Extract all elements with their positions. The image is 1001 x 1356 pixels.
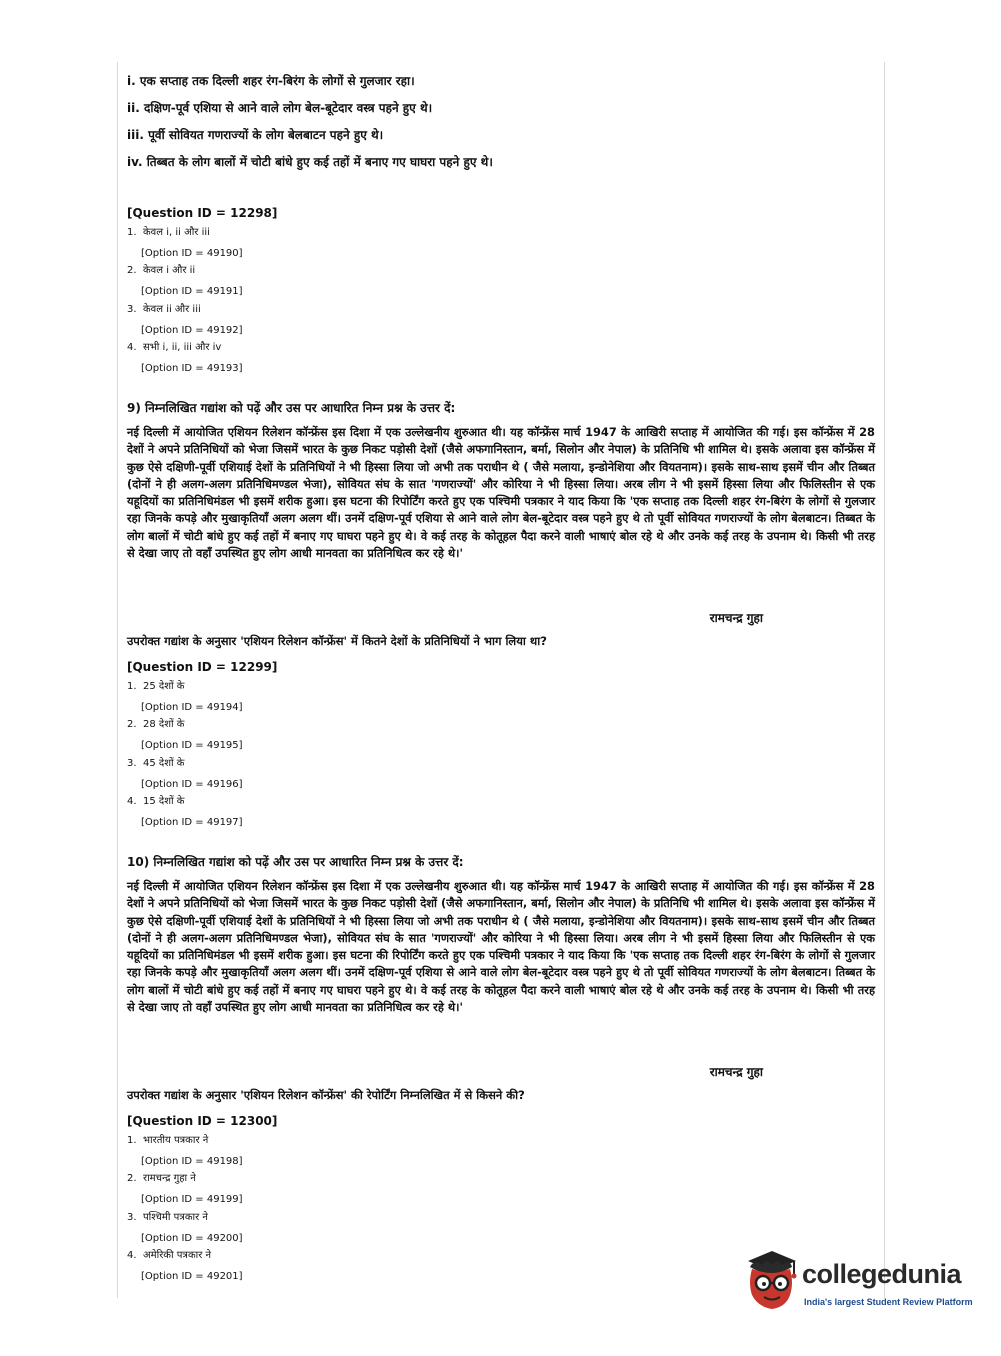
question-heading: 10) निम्नलिखित गद्यांश को पढ़ें और उस पर आधारित निम्न प्रश्न के उत्तर दें: xyxy=(127,855,464,869)
option-number: 3. xyxy=(127,304,137,315)
option xyxy=(127,793,184,807)
option xyxy=(127,755,184,769)
option-number: 2. xyxy=(127,719,137,730)
passage: नई दिल्ली में आयोजित एशियन रिलेशन कॉन्फ्रेंस इस दिशा में एक उल्लेखनीय शुरुआत थी। यह कॉन्फ्रेंस मार्च 1947 के आखिरी सप्ताह में आयोजित की गई। इस कॉन्फ्रेंस में 28 देशों ने अपने प्रतिनिधियों को भेजा जिसमें भारत के कुछ निकट पड़ोसी देशों (जैसे अफगानिस्तान, बर्मा, सिलोन और नेपाल) के प्रतिनिधि भी शामिल थे। इसके अलावा इस कॉन्फ्रेंस में कुछ ऐसे दक्षिणी-पूर्वी एशियाई देशों के प्रतिनिधियों ने भी हिस्सा लिया जो अभी तक पराधीन थे ( जैसे मलाया, इन्डोनेशिया और वियतनाम)। इसके साथ-साथ इसमें चीन और तिब्बत (दोनों ने ही अलग-अलग प्रतिनिधिमण्डल भेजा), सोवियत संघ के सात 'गणराज्यों' और कोरिया ने भी हिस्सा लिया। अरब लीग ने भी इसमें हिस्सा लिया और फिलिस्तीन से एक यहूदियों का प्रतिनिधिमंडल भी इसमें शरीक हुआ। इस घटना की रिपोर्टिंग करते हुए एक पश्चिमी पत्रकार ने याद किया कि 'एक सप्ताह तक दिल्ली शहर रंग-बिरंग के लोगों से गुलजार रहा जिनके कपड़े और मुखाकृतियाँ अलग अलग थीं। उनमें दक्षिण-पूर्व एशिया से आने वाले लोग बेल-बूटेदार वस्त्र पहने हुए थे तो पूर्वी सोवियत गणराज्यों के लोग बेलबाटन। तिब्बत के लोग बालों में चोटी बांधे हुए कई तहों में बनाए गए घाघरा पहने हुए थे। वे कई तरह के कोतूहल पैदा करने वाली भाषाएं बोल रहे थे और उनके कई तरह के उपनाम थे। किसी भी तरह से देखा जाए तो वहाँ उपस्थित हुए लोग आधी मानवता का प्रतिनिधित्व कर रहे थे।' xyxy=(127,879,875,1015)
question-id: [Question ID = 12298] xyxy=(127,206,278,220)
question-heading: 9) निम्नलिखित गद्यांश को पढ़ें और उस पर आधारित निम्न प्रश्न के उत्तर दें: xyxy=(127,401,456,415)
option-number: 2. xyxy=(127,265,137,276)
statement: iv. तिब्बत के लोग बालों में चोटी बांधे हुए कई तहों में बनाए गए घाघरा पहने हुए थे। xyxy=(127,155,493,169)
option-number: 3. xyxy=(127,1212,137,1223)
option-text: रामचन्द्र गुहा ने xyxy=(143,1173,196,1184)
question-id: [Question ID = 12300] xyxy=(127,1114,278,1128)
logo-wordmark: collegedunia xyxy=(802,1259,962,1289)
option xyxy=(127,716,184,730)
option-text: केवल ii और iii xyxy=(143,304,201,315)
question-text: उपरोक्त गद्यांश के अनुसार 'एशियन रिलेशन कॉन्फ्रेंस' की रेपोर्टिंग निम्नलिखित में से किसने की? xyxy=(127,1088,525,1102)
option-text: 28 देशों के xyxy=(143,719,185,730)
question-text: उपरोक्त गद्यांश के अनुसार 'एशियन रिलेशन कॉन्फ्रेंस' में कितने देशों के प्रतिनिधियों ने भाग लिया था? xyxy=(127,634,547,648)
option-number: 4. xyxy=(127,342,137,353)
option-id: [Option ID = 49190] xyxy=(141,248,243,259)
option-id: [Option ID = 49200] xyxy=(141,1233,243,1244)
page-border-left xyxy=(117,62,118,1298)
statement: ii. दक्षिण-पूर्व एशिया से आने वाले लोग बेल-बूटेदार वस्त्र पहने हुए थे। xyxy=(127,101,433,115)
option-text: अमेरिकी पत्रकार ने xyxy=(143,1250,212,1261)
option-id: [Option ID = 49191] xyxy=(141,286,243,297)
question-id: [Question ID = 12299] xyxy=(127,660,278,674)
option-text: केवल i और ii xyxy=(143,265,196,276)
option-id: [Option ID = 49197] xyxy=(141,817,243,828)
option xyxy=(127,1247,211,1261)
option-text: पश्चिमी पत्रकार ने xyxy=(143,1212,208,1223)
option xyxy=(127,262,195,276)
statement: i. एक सप्ताह तक दिल्ली शहर रंग-बिरंग के लोगों से गुलजार रहा। xyxy=(127,74,415,88)
option-number: 1. xyxy=(127,1135,137,1146)
option xyxy=(127,224,210,238)
option-id: [Option ID = 49192] xyxy=(141,325,243,336)
option-id: [Option ID = 49195] xyxy=(141,740,243,751)
option xyxy=(127,678,184,692)
option xyxy=(127,1170,196,1184)
option-text: भारतीय पत्रकार ने xyxy=(143,1135,209,1146)
option-number: 4. xyxy=(127,1250,137,1261)
option-id: [Option ID = 49194] xyxy=(141,702,243,713)
option-text: सभी i, ii, iii और iv xyxy=(143,342,222,353)
option-id: [Option ID = 49199] xyxy=(141,1194,243,1205)
option-id: [Option ID = 49201] xyxy=(141,1271,243,1282)
option xyxy=(127,301,201,315)
option xyxy=(127,339,221,353)
logo-tagline: India's largest Student Review Platform xyxy=(804,1297,973,1307)
option-number: 4. xyxy=(127,796,137,807)
option-text: 15 देशों के xyxy=(143,796,185,807)
option-text: 45 देशों के xyxy=(143,758,185,769)
page-border-right xyxy=(884,62,885,1298)
option-id: [Option ID = 49193] xyxy=(141,363,243,374)
passage: नई दिल्ली में आयोजित एशियन रिलेशन कॉन्फ्रेंस इस दिशा में एक उल्लेखनीय शुरुआत थी। यह कॉन्फ्रेंस मार्च 1947 के आखिरी सप्ताह में आयोजित की गई। इस कॉन्फ्रेंस में 28 देशों ने अपने प्रतिनिधियों को भेजा जिसमें भारत के कुछ निकट पड़ोसी देशों (जैसे अफगानिस्तान, बर्मा, सिलोन और नेपाल) के प्रतिनिधि भी शामिल थे। इसके अलावा इस कॉन्फ्रेंस में कुछ ऐसे दक्षिणी-पूर्वी एशियाई देशों के प्रतिनिधियों ने भी हिस्सा लिया जो अभी तक पराधीन थे ( जैसे मलाया, इन्डोनेशिया और वियतनाम)। इसके साथ-साथ इसमें चीन और तिब्बत (दोनों ने ही अलग-अलग प्रतिनिधिमण्डल भेजा), सोवियत संघ के सात 'गणराज्यों' और कोरिया ने भी हिस्सा लिया। अरब लीग ने भी इसमें हिस्सा लिया और फिलिस्तीन से एक यहूदियों का प्रतिनिधिमंडल भी इसमें शरीक हुआ। इस घटना की रिपोर्टिंग करते हुए एक पश्चिमी पत्रकार ने याद किया कि 'एक सप्ताह तक दिल्ली शहर रंग-बिरंग के लोगों से गुलजार रहा जिनके कपड़े और मुखाकृतियाँ अलग अलग थीं। उनमें दक्षिण-पूर्व एशिया से आने वाले लोग बेल-बूटेदार वस्त्र पहने हुए थे तो पूर्वी सोवियत गणराज्यों के लोग बेलबाटन। तिब्बत के लोग बालों में चोटी बांधे हुए कई तहों में बनाए गए घाघरा पहने हुए थे। वे कई तरह के कोतूहल पैदा करने वाली भाषाएं बोल रहे थे और उनके कई तरह के उपनाम थे। किसी भी तरह से देखा जाए तो वहाँ उपस्थित हुए लोग आधी मानवता का प्रतिनिधित्व कर रहे थे।' xyxy=(127,425,875,561)
graduate-mascot-icon xyxy=(742,1245,800,1313)
option-number: 1. xyxy=(127,227,137,238)
option xyxy=(127,1132,208,1146)
passage-author: रामचन्द्र गुहा xyxy=(709,611,763,625)
option xyxy=(127,1209,208,1223)
option-number: 2. xyxy=(127,1173,137,1184)
option-number: 1. xyxy=(127,681,137,692)
option-number: 3. xyxy=(127,758,137,769)
option-text: केवल i, ii और iii xyxy=(143,227,210,238)
option-id: [Option ID = 49196] xyxy=(141,779,243,790)
collegedunia-logo xyxy=(742,1245,972,1315)
option-id: [Option ID = 49198] xyxy=(141,1156,243,1167)
passage-author: रामचन्द्र गुहा xyxy=(709,1065,763,1079)
statement: iii. पूर्वी सोवियत गणराज्यों के लोग बेलबाटन पहने हुए थे। xyxy=(127,128,384,142)
option-text: 25 देशों के xyxy=(143,681,185,692)
